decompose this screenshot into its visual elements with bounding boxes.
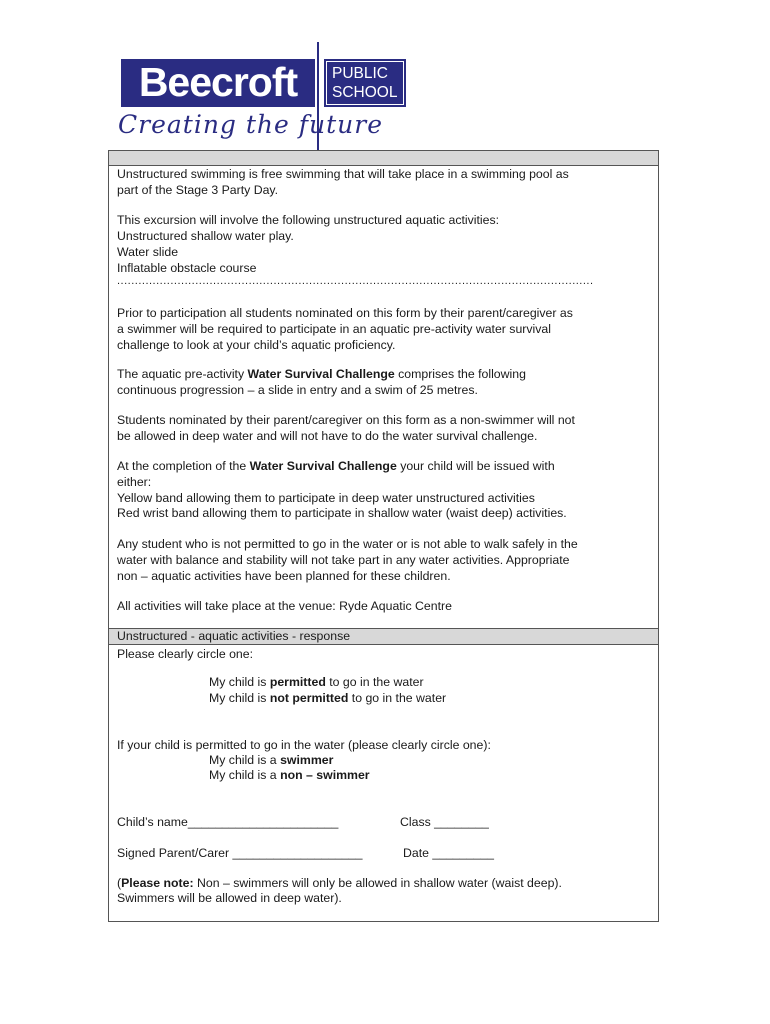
- option-permitted[interactable]: My child is permitted to go in the water: [209, 675, 424, 689]
- response-header: Unstructured - aquatic activities - response: [109, 628, 658, 645]
- non-swimmer-info: Students nominated by their parent/caregiver on this form as a non-swimmer will not: [117, 413, 575, 427]
- signature-field[interactable]: Signed Parent/Carer ___________________: [117, 846, 363, 860]
- challenge-description: The aquatic pre-activity Water Survival Challenge comprises the following: [117, 367, 526, 381]
- activity-item: Unstructured shallow water play.: [117, 229, 294, 243]
- safety-info: non – aquatic activities have been planned for these children.: [117, 569, 451, 583]
- note-line: (Please note: Non – swimmers will only be allowed in shallow water (waist deep).: [117, 876, 562, 890]
- band-info: Yellow band allowing them to participate in deep water unstructured activities: [117, 491, 535, 505]
- intro-line: part of the Stage 3 Party Day.: [117, 183, 279, 197]
- logo-public-school: [324, 59, 406, 107]
- band-info: At the completion of the Water Survival Challenge your child will be issued with: [117, 459, 555, 473]
- form-top-bar: [109, 151, 658, 166]
- challenge-description: continuous progression – a slide in entry and a swim of 25 metres.: [117, 383, 478, 397]
- activity-item: Inflatable obstacle course: [117, 261, 257, 275]
- swimmer-question: If your child is permitted to go in the water (please clearly circle one):: [117, 738, 491, 752]
- intro-line: Unstructured swimming is free swimming that will take place in a swimming pool as: [117, 167, 569, 181]
- challenge-line: Prior to participation all students nominated on this form by their parent/caregiver as: [117, 306, 573, 320]
- circle-instruction: Please clearly circle one:: [117, 647, 254, 661]
- safety-info: water with balance and stability will not take part in any water activities. Appropriate: [117, 553, 570, 567]
- logo-school-line2: SCHOOL: [332, 84, 398, 101]
- school-logo: [118, 42, 418, 150]
- class-field[interactable]: Class ________: [400, 815, 489, 829]
- option-not-permitted[interactable]: My child is not permitted to go in the water: [209, 691, 447, 705]
- activities-intro: This excursion will involve the following unstructured aquatic activities:: [117, 213, 500, 227]
- note-line: Swimmers will be allowed in deep water).: [117, 891, 342, 905]
- non-swimmer-info: be allowed in deep water and will not have to do the water survival challenge.: [117, 429, 538, 443]
- option-non-swimmer[interactable]: My child is a non – swimmer: [209, 768, 370, 782]
- logo-tagline: Creating the future: [118, 110, 384, 139]
- safety-info: Any student who is not permitted to go in the water or is not able to walk safely in the: [117, 537, 578, 551]
- challenge-line: challenge to look at your child’s aquatic proficiency.: [117, 338, 396, 352]
- logo-beecroft: Beecroft: [121, 59, 315, 107]
- challenge-line: a swimmer will be required to participate in an aquatic pre-activity water survival: [117, 322, 551, 336]
- dotted-separator: ......................................................................................................................................: [117, 275, 594, 287]
- logo-school-line1: PUBLIC: [332, 65, 388, 82]
- activity-item: Water slide: [117, 245, 179, 259]
- venue-line: All activities will take place at the venue: Ryde Aquatic Centre: [117, 599, 452, 613]
- band-info: Red wrist band allowing them to participate in shallow water (waist deep) activities.: [117, 506, 567, 520]
- child-name-field[interactable]: Child’s name______________________: [117, 815, 339, 829]
- band-info: either:: [117, 475, 152, 489]
- date-field[interactable]: Date _________: [403, 846, 494, 860]
- option-swimmer[interactable]: My child is a swimmer: [209, 753, 334, 767]
